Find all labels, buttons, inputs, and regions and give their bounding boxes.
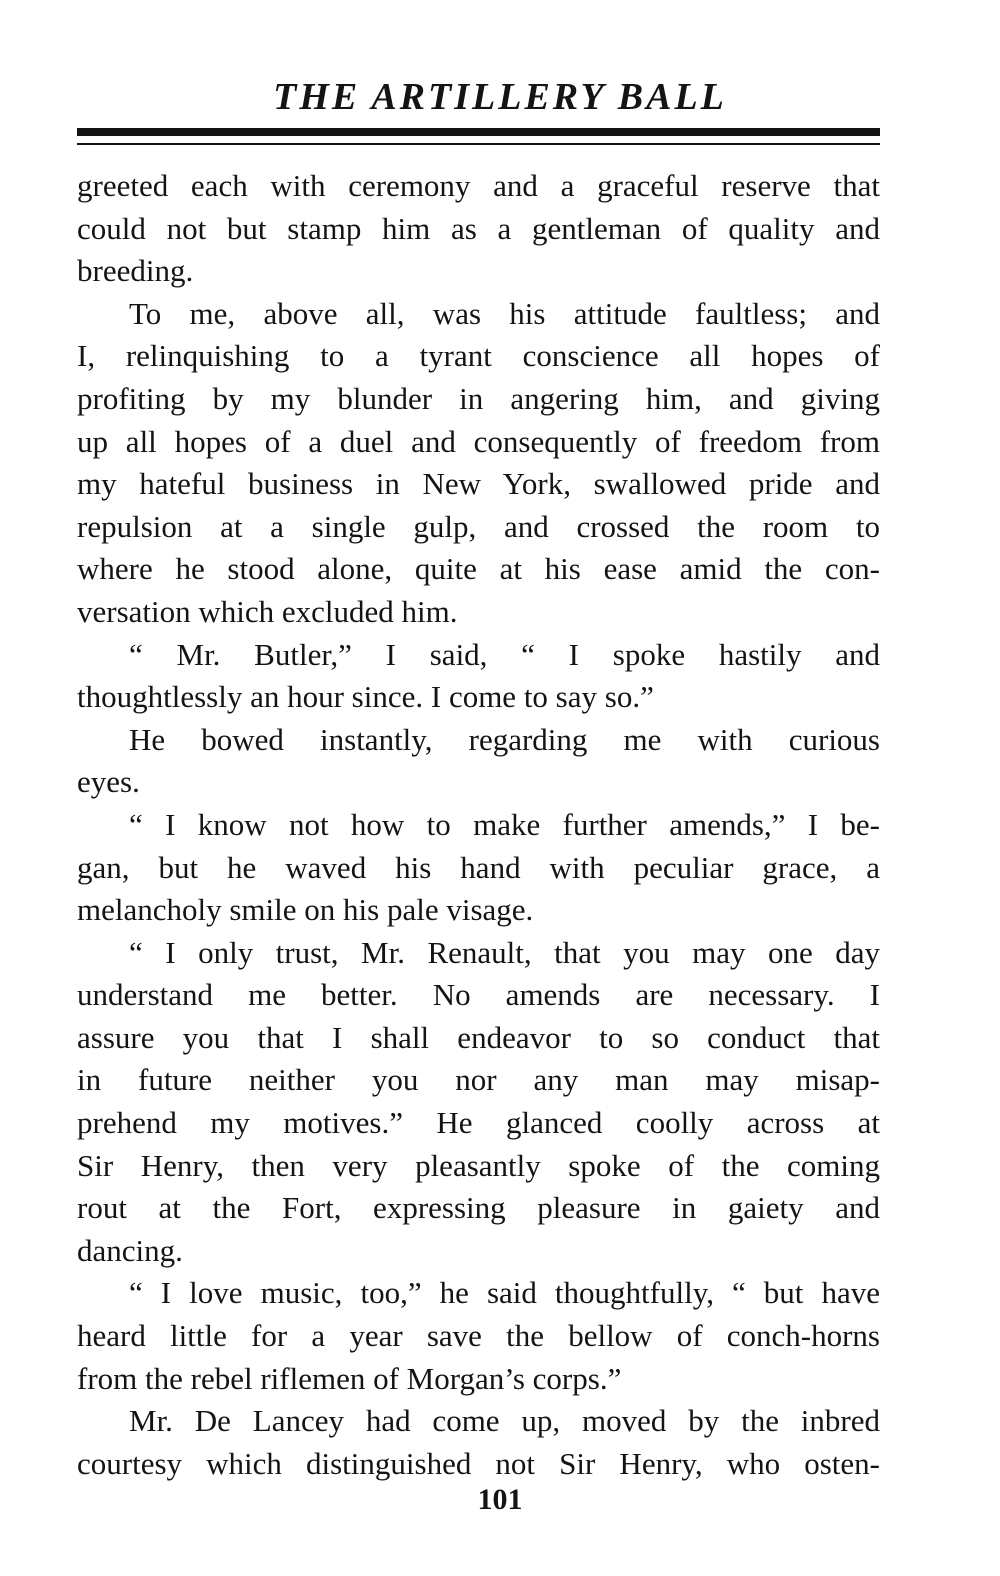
text-line: “ I love music, too,” he said thoughtfully, “ but have [129,1275,880,1311]
running-title: THE ARTILLERY BALL [273,76,727,118]
text-line: prehend my motives.” He glanced coolly across at [77,1105,880,1141]
text-line: Sir Henry, then very pleasantly spoke of the coming [77,1147,880,1183]
text-line: from the rebel riflemen of Morgan’s corps.” [77,1360,622,1396]
text-line: up all hopes of a duel and consequently of freedom from [77,423,880,459]
text-line: assure you that I shall endeavor to so conduct that [77,1019,880,1055]
text-line: To me, above all, was his attitude faultless; and [129,295,880,331]
text-line: dancing. [77,1232,183,1268]
text-line: in future neither you nor any man may misap- [77,1062,880,1098]
body-text [77,165,880,1485]
text-line: “ I know not how to make further amends,” I be- [129,806,880,842]
text-line: thoughtlessly an hour since. I come to say so.” [77,679,654,715]
text-line: repulsion at a single gulp, and crossed the room to [77,508,880,544]
page-number: 101 [477,1483,523,1516]
text-line: rout at the Fort, expressing pleasure in gaiety and [77,1190,880,1226]
text-line: greeted each with ceremony and a graceful reserve that [77,168,880,203]
text-line: understand me better. No amends are necessary. I [77,977,880,1013]
text-line: versation which excluded him. [77,593,458,629]
text-line: courtesy which distinguished not Sir Henry, who osten- [77,1445,880,1481]
text-line: eyes. [77,764,140,800]
text-line: could not but stamp him as a gentleman of quality and [77,210,880,246]
text-line: “ Mr. Butler,” I said, “ I spoke hastily and [129,636,880,672]
text-line: melancholy smile on his pale visage. [77,892,534,928]
text-line: profiting by my blunder in angering him, and giving [77,380,880,416]
text-line: breeding. [77,253,194,289]
text-line: my hateful business in New York, swallowed pride and [77,466,880,502]
text-line: I, relinquishing to a tyrant conscience all hopes of [77,338,880,374]
text-line: “ I only trust, Mr. Renault, that you may one day [129,934,880,970]
header-rule-thick [77,128,880,136]
header-rule-thin [77,143,880,145]
text-line: heard little for a year save the bellow of conch-horns [77,1318,880,1354]
text-line: He bowed instantly, regarding me with curious [129,721,880,757]
text-line: where he stood alone, quite at his ease amid the con- [77,551,880,587]
text-line: gan, but he waved his hand with peculiar grace, a [77,849,880,885]
text-line: Mr. De Lancey had come up, moved by the inbred [129,1403,880,1439]
